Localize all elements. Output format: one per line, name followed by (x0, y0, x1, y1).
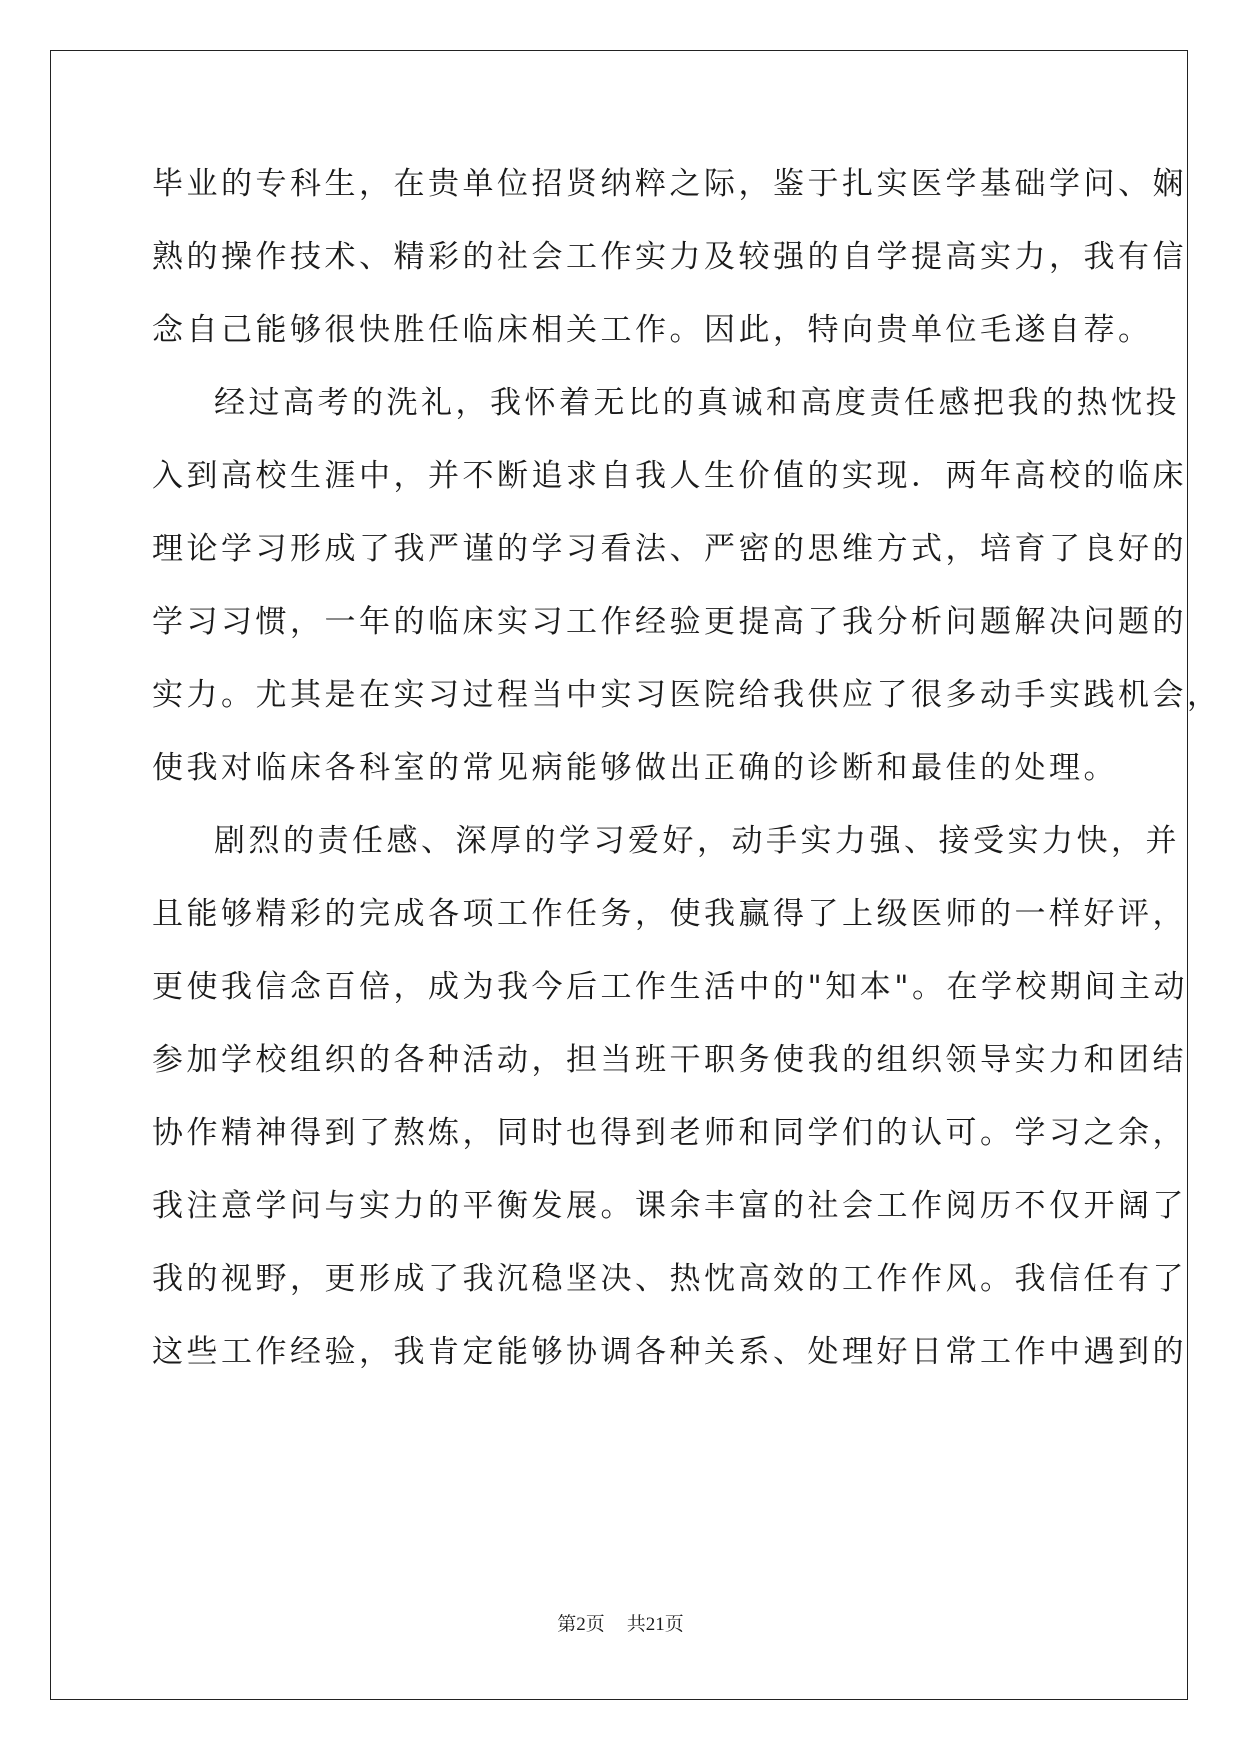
text-line: 使我对临床各科室的常见病能够做出正确的诊断和最佳的处理。 (152, 750, 1118, 786)
text-line: 入到高校生涯中，并不断追求自我人生价值的实现．两年高校的临床 (152, 458, 1187, 494)
text-line: 协作精神得到了熬炼，同时也得到老师和同学们的认可。学习之余， (152, 1115, 1187, 1151)
page-footer (0, 1609, 1241, 1636)
text-line: 念自己能够很快胜任临床相关工作。因此，特向贵单位毛遂自荐。 (152, 312, 1153, 348)
text-line: 理论学习形成了我严谨的学习看法、严密的思维方式，培育了良好的 (152, 531, 1187, 567)
text-line: 学习习惯，一年的临床实习工作经验更提高了我分析问题解决问题的 (152, 604, 1187, 640)
text-line: 毕业的专科生，在贵单位招贤纳粹之际，鉴于扎实医学基础学问、娴 (152, 166, 1187, 202)
page-border (50, 50, 1188, 1700)
text-line: 实力。尤其是在实习过程当中实习医院给我供应了很多动手实践机会， (152, 677, 1222, 713)
text-line: 这些工作经验，我肯定能够协调各种关系、处理好日常工作中遇到的 (152, 1334, 1187, 1370)
paragraph-first-line: 经过高考的洗礼，我怀着无比的真诚和高度责任感把我的热忱投 (214, 385, 1180, 421)
text-line: 更使我信念百倍，成为我今后工作生活中的"知本"。在学校期间主动 (152, 969, 1189, 1005)
page-number: 第2页 (557, 1614, 605, 1635)
text-line: 熟的操作技术、精彩的社会工作实力及较强的自学提高实力，我有信 (152, 239, 1187, 275)
paragraph-first-line: 剧烈的责任感、深厚的学习爱好，动手实力强、接受实力快，并 (214, 823, 1180, 859)
text-line: 我的视野，更形成了我沉稳坚决、热忱高效的工作作风。我信任有了 (152, 1261, 1187, 1297)
text-line: 且能够精彩的完成各项工作任务，使我赢得了上级医师的一样好评， (152, 896, 1187, 932)
text-line: 我注意学问与实力的平衡发展。课余丰富的社会工作阅历不仅开阔了 (152, 1188, 1187, 1224)
page-total: 共21页 (626, 1614, 684, 1635)
text-line: 参加学校组织的各种活动，担当班干职务使我的组织领导实力和团结 (152, 1042, 1187, 1078)
